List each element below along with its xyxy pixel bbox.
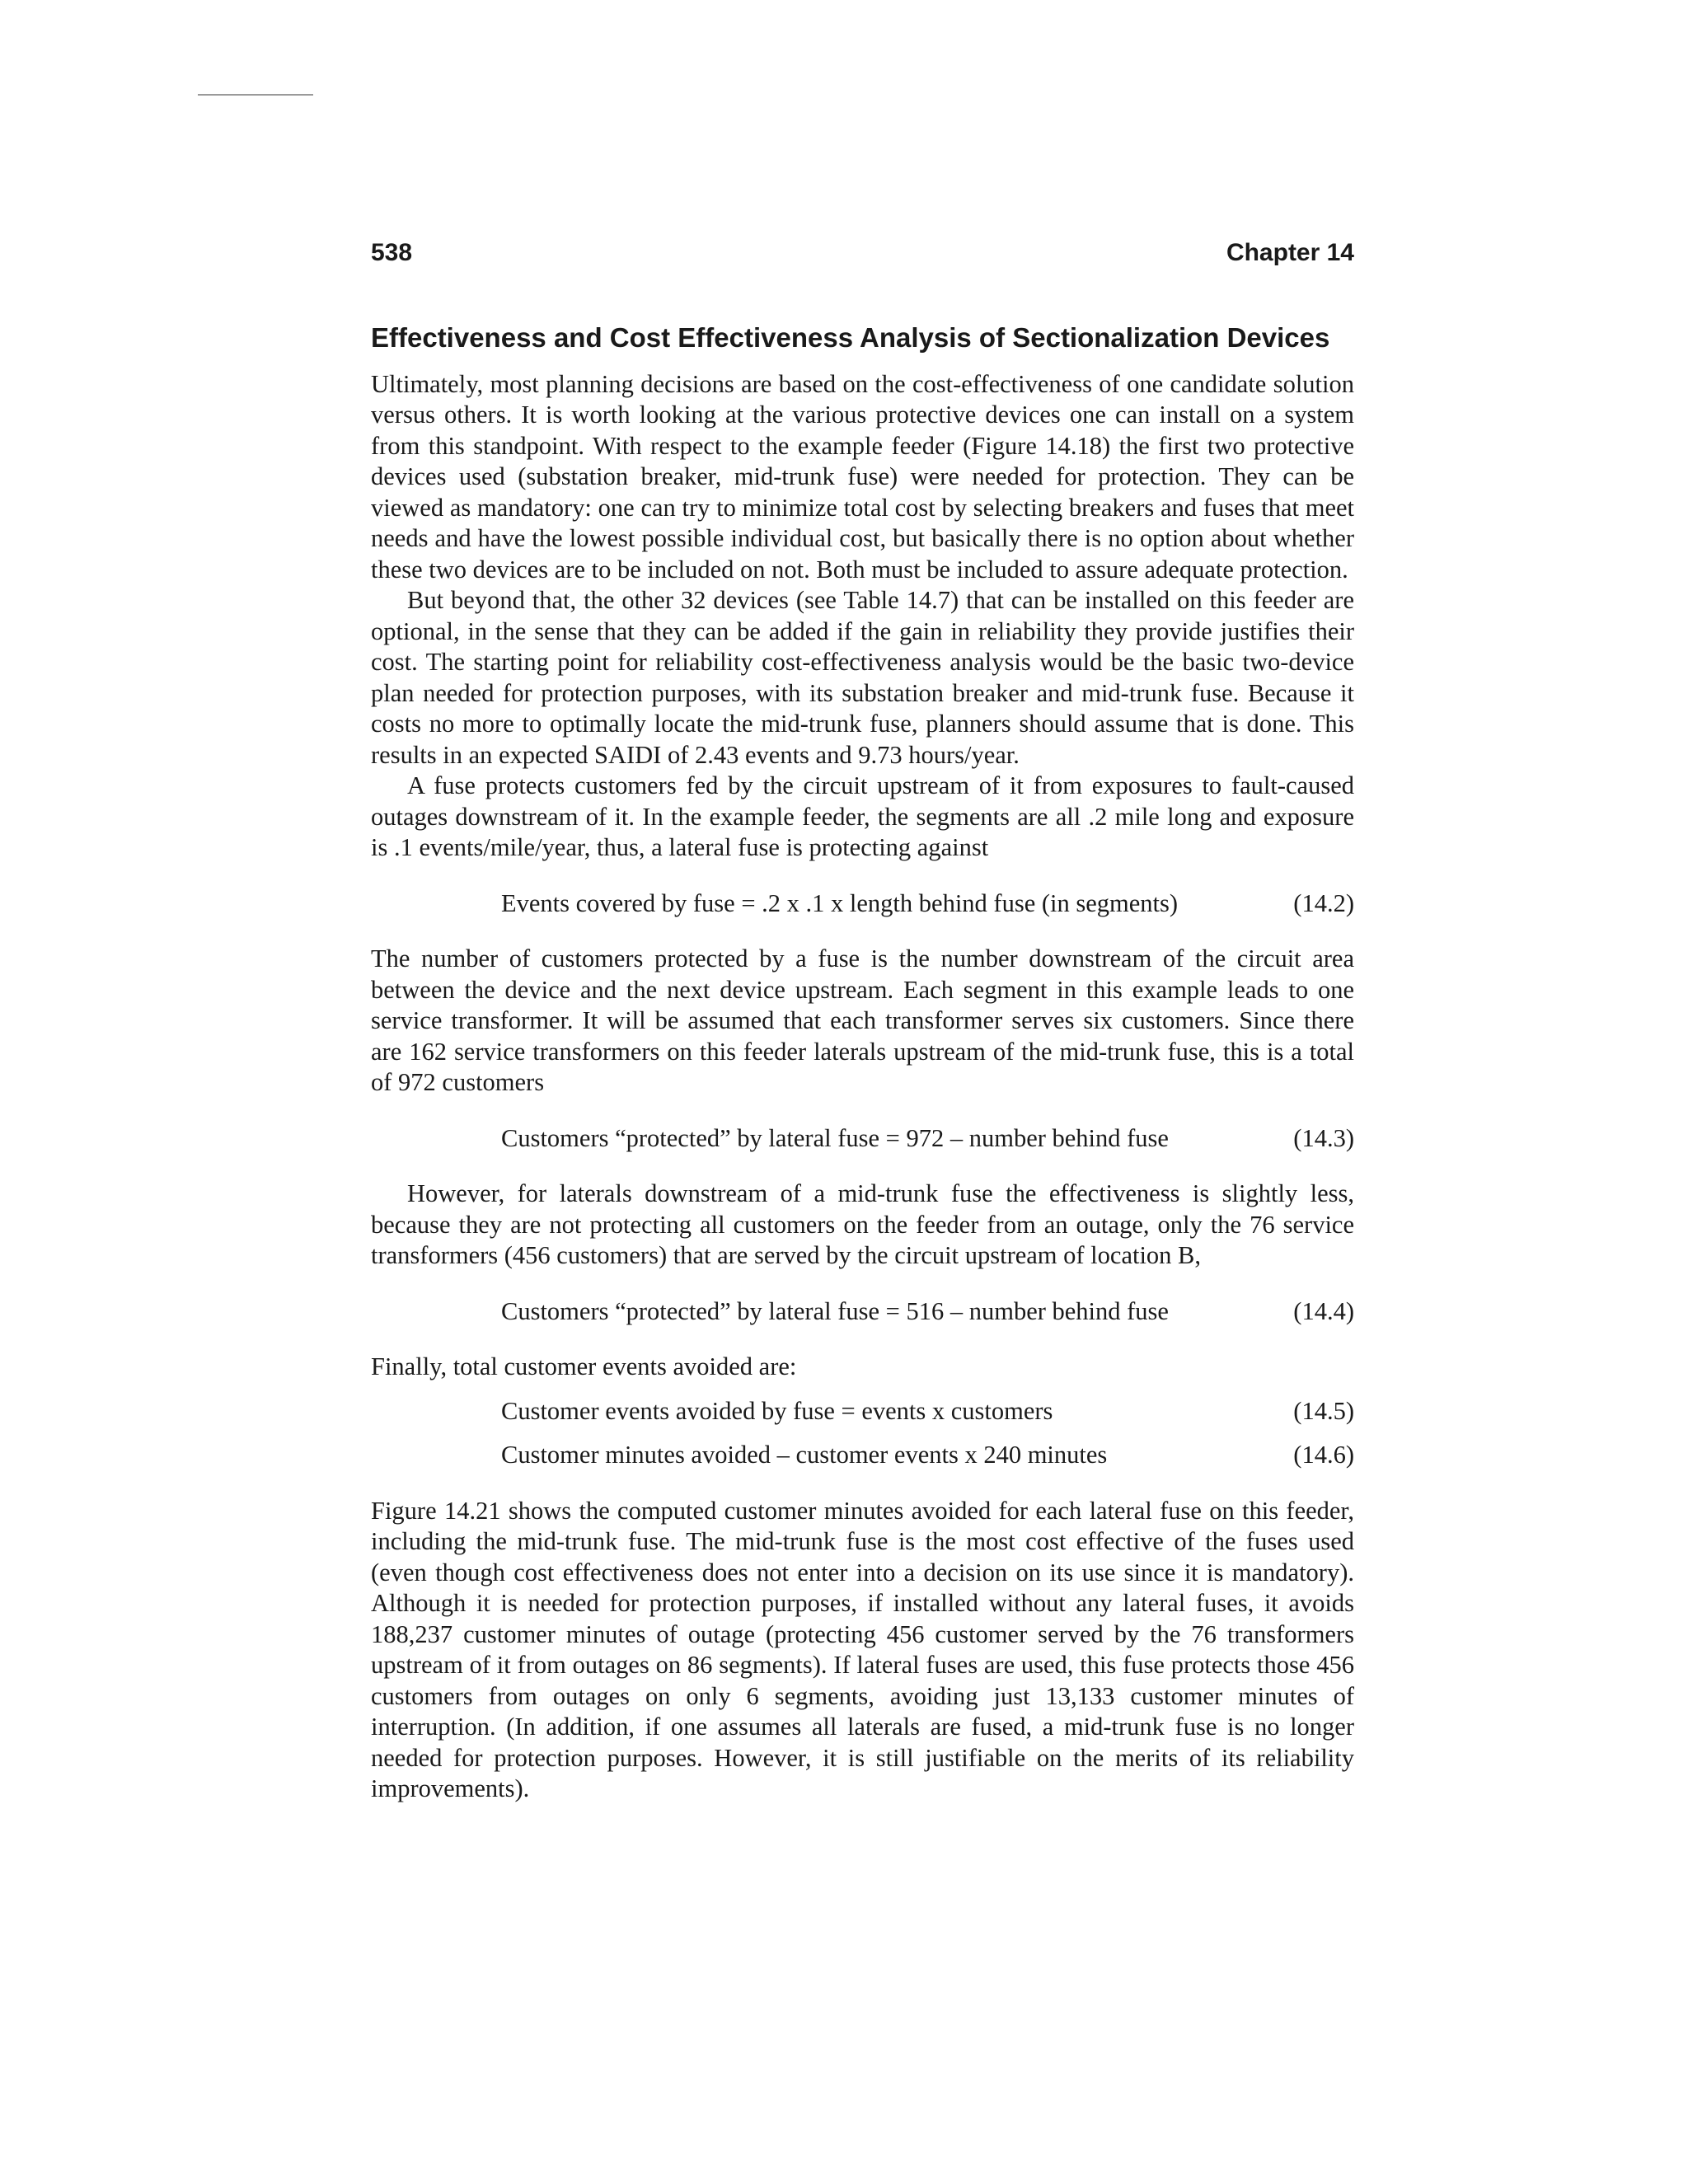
paragraph-1: Ultimately, most planning decisions are based on the cost-effectiveness of one candidate solution versus others. It is worth looking at the various protective devices one can install on a system from this standpoint. With respect to the example feeder (Figure 14.18) the first two protective devices used (substation breaker, mid-trunk fuse) were needed for protection. They can be viewed as mandatory: one can try to minimize total cost by selecting breakers and fuses that meet needs and have the lowest possible individual cost, but basically there is no option about whether these two devices are to be included on not. Both must be included to assure adequate protection.	[371, 369, 1354, 583]
equation-14-6	[371, 1440, 1354, 1471]
scan-artifact-line	[198, 94, 313, 96]
equation-text: Customers “protected” by lateral fuse = 516 – number behind fuse	[501, 1296, 1169, 1325]
equation-text: Events covered by fuse = .2 x .1 x length behind fuse (in segments)	[501, 888, 1179, 917]
equation-number: (14.4)	[1293, 1296, 1354, 1325]
equation-number: (14.6)	[1293, 1441, 1354, 1469]
chapter-label: Chapter 14	[1226, 239, 1354, 266]
equation-14-2	[371, 888, 1354, 920]
equation-number: (14.3)	[1293, 1123, 1354, 1152]
section-heading: Effectiveness and Cost Effectiveness Analysis of Sectionalization Devices	[371, 322, 1330, 353]
paragraph-5: However, for laterals downstream of a mid-trunk fuse the effectiveness is slightly less, because they are not protecting all customers on the feeder from an outage, only the 76 service transformers (456 customers) that are served by the circuit upstream of location B,	[371, 1179, 1354, 1270]
paragraph-7: Figure 14.21 shows the computed customer minutes avoided for each lateral fuse on this feeder, including the mid-trunk fuse. The mid-trunk fuse is the most cost effective of the fuses used (even though cost effectiveness does not enter into a decision on its use since it is mandatory). Although it is needed for protection purposes, if installed without any lateral fuses, it avoids 188,237 customer minutes of outage (protecting 456 customer served by the 76 transformers upstream of it from outages on 86 segments). If lateral fuses are used, this fuse protects those 456 customers from outages on only 6 segments, avoiding just 13,133 customer minutes of interruption. (In addition, if one assumes all laterals are fused, a mid-trunk fuse is no longer needed for protection purposes. However, it is still justifiable on the merits of its reliability improvements).	[371, 1496, 1354, 1803]
paragraph-4: The number of customers protected by a fuse is the number downstream of the circuit area between the device and the next device upstream. Each segment in this example leads to one service transformer. It will be assumed that each transformer serves six customers. Since there are 162 service transformers on this feeder laterals upstream of the mid-trunk fuse, this is a total of 972 customers	[371, 944, 1354, 1097]
paragraph-3: A fuse protects customers fed by the circuit upstream of it from exposures to fault-caused outages downstream of it. In the example feeder, the segments are all .2 mile long and exposure is .1 events/mile/year, thus, a lateral fuse is protecting against	[371, 771, 1354, 862]
equation-14-3	[371, 1123, 1354, 1155]
equation-text: Customer events avoided by fuse = events x customers	[501, 1396, 1053, 1425]
running-header	[371, 239, 1354, 282]
equation-number: (14.5)	[1293, 1396, 1354, 1425]
equation-14-4	[371, 1296, 1354, 1328]
document-page	[371, 239, 1354, 1805]
equation-14-5	[371, 1396, 1354, 1427]
equation-number: (14.2)	[1293, 888, 1354, 917]
page-number: 538	[371, 239, 413, 266]
equation-text: Customer minutes avoided – customer events x 240 minutes	[501, 1441, 1108, 1469]
paragraph-2: But beyond that, the other 32 devices (see Table 14.7) that can be installed on this feeder are optional, in the sense that they can be added if the gain in reliability they provide justifies their cost. The starting point for reliability cost-effectiveness analysis would be the basic two-device plan needed for protection purposes, with its substation breaker and mid-trunk fuse. Because it costs no more to optimally locate the mid-trunk fuse, planners should assume that is done. This results in an expected SAIDI of 2.43 events and 9.73 hours/year.	[371, 586, 1354, 769]
paragraph-6: Finally, total customer events avoided are:	[371, 1352, 797, 1381]
equation-text: Customers “protected” by lateral fuse = 972 – number behind fuse	[501, 1123, 1169, 1152]
